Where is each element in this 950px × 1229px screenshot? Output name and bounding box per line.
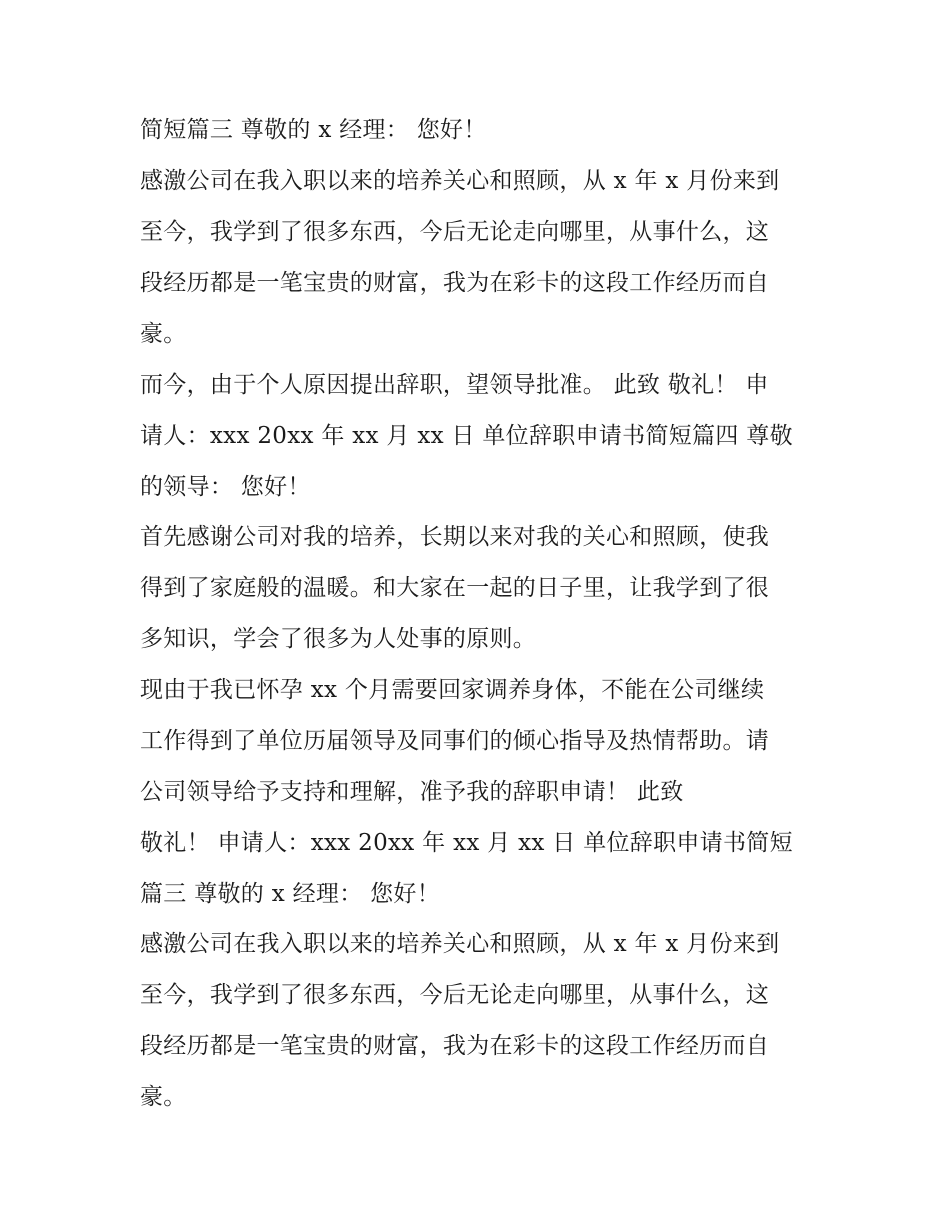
text-line: 至今，我学到了很多东西，今后无论走向哪里，从事什么，这	[140, 982, 770, 1008]
text-line: 公司领导给予支持和理解，准予我的辞职申请！ 此致	[140, 779, 684, 805]
text-line: 请人：xxx 20xx 年 xx 月 xx 日 单位辞职申请书简短篇四 尊敬	[140, 423, 793, 449]
text-line: 工作得到了单位历届领导及同事们的倾心指导及热情帮助。请	[140, 728, 770, 754]
text-line: 感激公司在我入职以来的培养关心和照顾，从 x 年 x 月份来到	[140, 168, 780, 194]
text-line: 至今，我学到了很多东西，今后无论走向哪里，从事什么，这	[140, 219, 770, 245]
text-line: 现由于我已怀孕 xx 个月需要回家调养身体，不能在公司继续	[140, 677, 765, 703]
text-line: 篇三 尊敬的 x 经理： 您好！	[140, 881, 441, 907]
text-line: 多知识，学会了很多为人处事的原则。	[140, 626, 537, 652]
text-line: 敬礼！ 申请人：xxx 20xx 年 xx 月 xx 日 单位辞职申请书简短	[140, 830, 793, 856]
text-line: 段经历都是一笔宝贵的财富，我为在彩卡的这段工作经历而自	[140, 270, 770, 296]
text-line: 而今，由于个人原因提出辞职，望领导批准。 此致 敬礼！ 申	[140, 372, 769, 398]
text-line: 得到了家庭般的温暖。和大家在一起的日子里，让我学到了很	[140, 575, 770, 601]
text-line: 首先感谢公司对我的培养，长期以来对我的关心和照顾，使我	[140, 524, 770, 550]
text-line: 感激公司在我入职以来的培养关心和照顾，从 x 年 x 月份来到	[140, 931, 780, 957]
text-line: 简短篇三 尊敬的 x 经理： 您好！	[140, 117, 487, 143]
text-line: 的领导： 您好！	[140, 474, 311, 500]
text-line: 豪。	[140, 1084, 187, 1110]
text-line: 豪。	[140, 321, 187, 347]
text-line: 段经历都是一笔宝贵的财富，我为在彩卡的这段工作经历而自	[140, 1033, 770, 1059]
